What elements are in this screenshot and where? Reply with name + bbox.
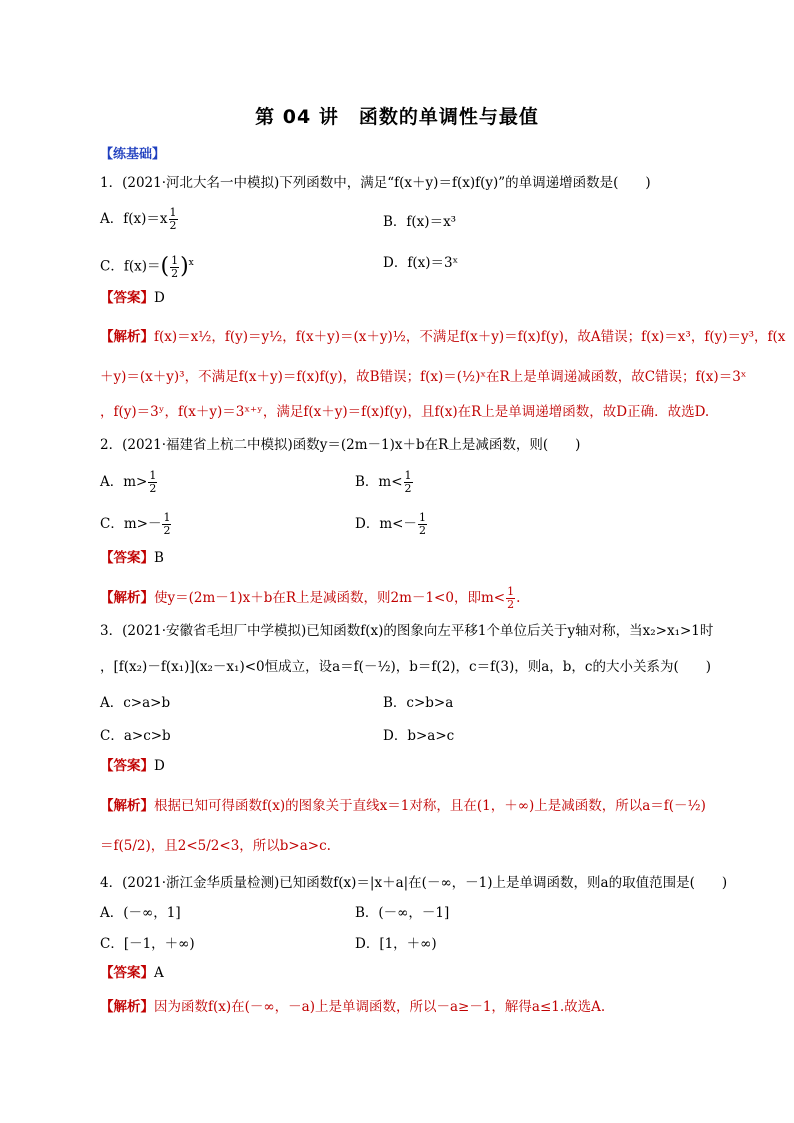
q3-option-d: D．b>a>c (383, 728, 455, 744)
section-badge: 【练基础】 (100, 147, 166, 162)
q4-stem: 4．(2021·浙江金华质量检测)已知函数f(x)＝|x＋a|在(－∞，－1)上是单调函数，则a的取值范围是( ) (100, 875, 728, 891)
q4-answer: 【答案】A (100, 965, 164, 981)
q2-option-d: D．m<－ $\frac{1}{2}$ (355, 511, 426, 537)
q4-option-c: C．[－1，＋∞) (100, 936, 195, 952)
q1-option-c: C．f(x)＝( $\frac{1}{2}$ )$^x$ (100, 253, 194, 280)
page-title: 第 04 讲 函数的单调性与最值 (255, 106, 539, 128)
q3-option-b: B．c>b>a (383, 695, 454, 711)
q2-option-c: C．m>－ $\frac{1}{2}$ (100, 511, 171, 537)
q3-stem-line-2: ，[f(x₂)－f(x₁)](x₂－x₁)<0恒成立，设a＝f(－½)，b＝f(2)，c＝f(3)，则a，b，c的大小关系为( ) (100, 659, 712, 675)
q1-analysis-line-2: ＋y)＝(x＋y)³，不满足f(x＋y)＝f(x)f(y)，故B错误；f(x)＝(½)ˣ在R上是单调递减函数，故C错误；f(x)＝3ˣ (100, 369, 747, 385)
q3-analysis-line-2: ＝f(5/2)，且2<5/2<3，所以b>a>c. (100, 838, 331, 854)
q1-option-b: B．f(x)＝x³ (383, 214, 457, 230)
q1-stem: 1．(2021·河北大名一中模拟)下列函数中，满足“f(x＋y)＝f(x)f(y)”的单调递增函数是( ) (100, 175, 651, 191)
q2-analysis: 【解析】使y＝(2m－1)x＋b在R上是减函数，则2m－1<0，即m< $\frac{1}{2}$ . (100, 585, 521, 611)
q3-answer: 【答案】D (100, 758, 165, 774)
q2-option-b: B．m< $\frac{1}{2}$ (355, 469, 412, 495)
q3-option-a: A．c>a>b (100, 695, 171, 711)
q4-option-b: B．(－∞，－1] (355, 905, 450, 921)
q2-stem: 2．(2021·福建省上杭二中模拟)函数y＝(2m－1)x＋b在R上是减函数，则( ) (100, 437, 581, 453)
q4-analysis: 【解析】因为函数f(x)在(－∞，－a)上是单调函数，所以－a≥－1，解得a≤1.故选A. (100, 999, 606, 1015)
q1-option-d: D．f(x)＝3ˣ (383, 255, 459, 271)
q3-stem-line-1: 3．(2021·安徽省毛坦厂中学模拟)已知函数f(x)的图象向左平移1个单位后关于y轴对称，当x₂>x₁>1时 (100, 623, 714, 639)
q3-analysis-line-1: 【解析】根据已知可得函数f(x)的图象关于直线x＝1对称，且在(1，＋∞)上是减函数，所以a＝f(－½) (100, 798, 706, 814)
q2-answer: 【答案】B (100, 550, 164, 566)
q1-analysis-line-1: 【解析】f(x)＝x½，f(y)＝y½，f(x＋y)＝(x＋y)½，不满足f(x＋y)＝f(x)f(y)，故A错误；f(x)＝x³，f(y)＝y³，f(x (100, 329, 786, 345)
q4-option-a: A．(－∞，1] (100, 905, 181, 921)
q1-analysis-line-3: ，f(y)＝3ʸ，f(x＋y)＝3ˣ⁺ʸ，满足f(x＋y)＝f(x)f(y)，且f(x)在R上是单调递增函数，故D正确．故选D. (100, 404, 710, 420)
q1-option-a: A．f(x)＝x $\frac{1}{2}$ (100, 206, 177, 232)
q4-option-d: D．[1，＋∞) (355, 936, 437, 952)
fraction: $\frac{1}{2}$ (169, 206, 177, 232)
q2-option-a: A．m> $\frac{1}{2}$ (100, 469, 157, 495)
q3-option-c: C．a>c>b (100, 728, 171, 744)
q1-answer: 【答案】D (100, 290, 165, 306)
